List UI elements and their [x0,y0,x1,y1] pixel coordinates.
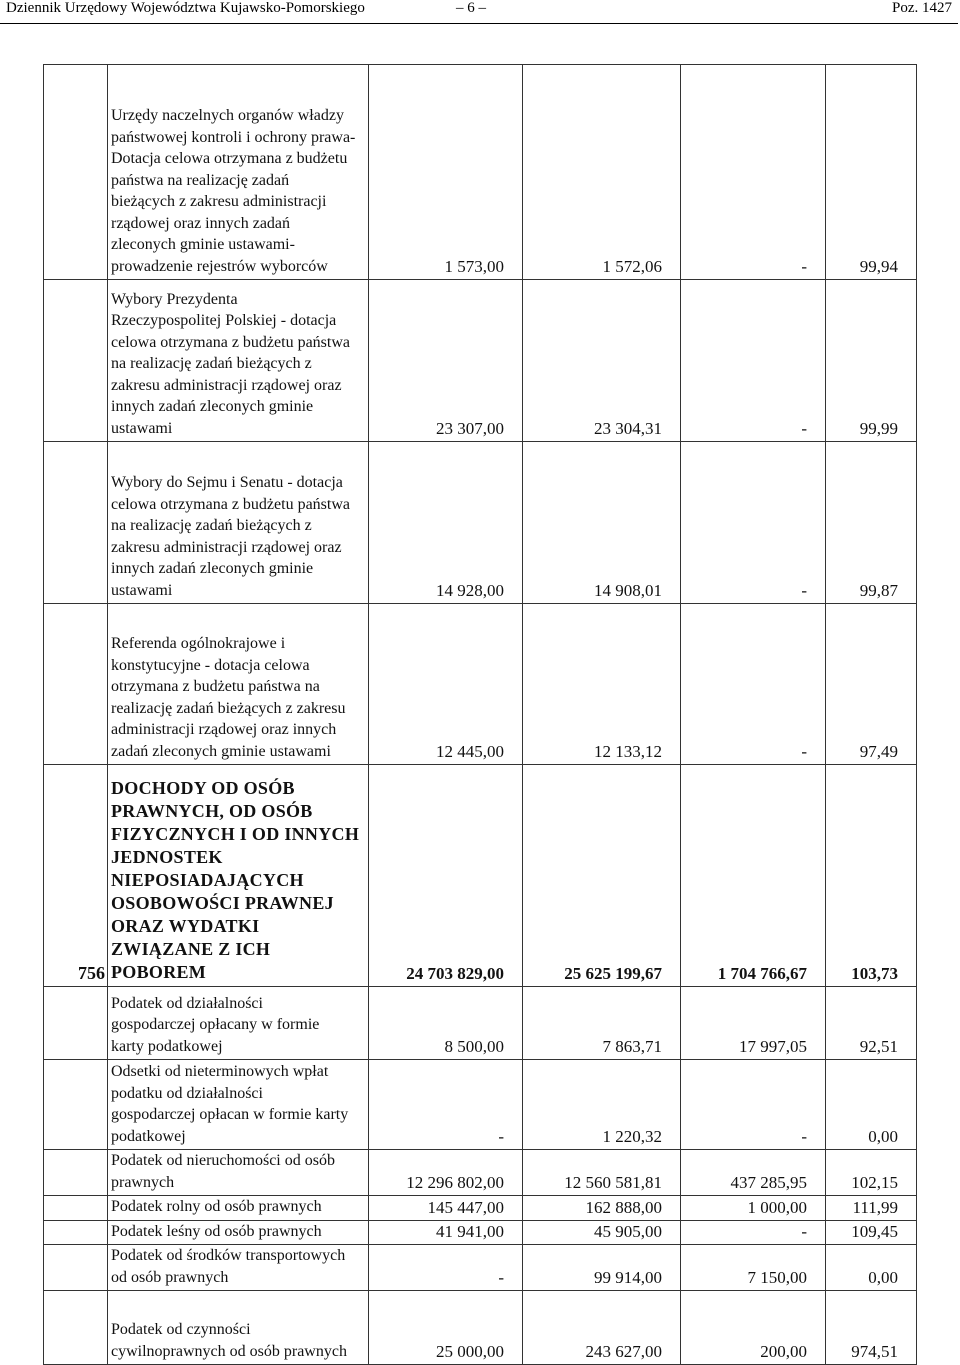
plan-cell: 145 447,00 [369,1196,523,1221]
table-row [44,280,917,442]
section-code-cell [44,1245,108,1291]
table-row [44,1150,917,1196]
plan-cell: - [369,1060,523,1150]
arrears-cell: 200,00 [681,1291,826,1365]
table-row [44,604,917,765]
plan-cell: 25 000,00 [369,1291,523,1365]
section-code-cell [44,1291,108,1365]
description-line: na realizację zadań bieżących z [111,355,312,372]
description-line: celowa otrzymana z budżetu państwa [111,333,351,351]
description-line: Odsetki od nieterminowych wpłat [111,1063,329,1080]
description-line: cywilnoprawnych od osób prawnych [111,1342,347,1360]
description-line: NIEPOSIADAJĄCYCH [111,870,304,890]
section-code-cell [44,1060,108,1150]
plan-cell: 23 307,00 [369,280,523,442]
description-line: prawnych [111,1173,175,1191]
description-cell [108,1196,369,1221]
arrears-cell: - [681,1220,826,1245]
description-line: karty podatkowej [111,1037,223,1055]
description-line: od osób prawnych [111,1268,229,1286]
description-line: Dotacja celowa otrzymana z budżetu [111,150,348,167]
execution-cell: 1 220,32 [523,1060,681,1150]
description-line: ORAZ WYDATKI [111,916,260,936]
description-line: Rzeczypospolitej Polskiej - dotacja [111,312,337,329]
description-line: gospodarczej opłacany w formie [111,1016,320,1033]
description-line: DOCHODY OD OSÓB [111,778,295,798]
arrears-cell: 1 000,00 [681,1196,826,1221]
execution-cell: 243 627,00 [523,1291,681,1365]
section-code-cell [44,65,108,280]
description-line: gospodarczej opłacan w formie karty [111,1106,349,1123]
plan-cell: 1 573,00 [369,65,523,280]
description-cell [108,1060,369,1150]
description-line: Podatek od działalności [111,994,263,1012]
description-line: zadań zleconych gminie ustawami [111,742,331,760]
section-code-cell [44,1150,108,1196]
description-line: rządowej oraz innych zadań [111,214,291,232]
description-line: Wybory Prezydenta [111,290,238,308]
description-line: państwa na realizację zadań [111,171,290,189]
section-code-cell [44,604,108,765]
percent-cell: 99,99 [826,280,917,442]
table-row [44,765,917,987]
description-line: podatkowej [111,1127,186,1145]
table-row [44,65,917,280]
percent-cell: 99,87 [826,442,917,604]
table-row [44,987,917,1060]
execution-cell: 162 888,00 [523,1196,681,1221]
description-line: POBOREM [111,962,207,982]
execution-cell: 23 304,31 [523,280,681,442]
percent-cell: 974,51 [826,1291,917,1365]
description-line: ustawami [111,419,173,437]
arrears-cell: - [681,65,826,280]
section-code-cell [44,442,108,604]
arrears-cell: - [681,442,826,604]
description-line: realizację zadań bieżących z zakresu [111,699,346,717]
arrears-cell: - [681,280,826,442]
arrears-cell: - [681,1060,826,1150]
page-number: – 6 – [456,0,486,16]
percent-cell: 97,49 [826,604,917,765]
description-cell [108,604,369,765]
description-line: podatku od działalności [111,1084,263,1102]
table-body [44,65,917,1365]
execution-cell: 25 625 199,67 [523,765,681,987]
description-line: Podatek leśny od osób prawnych [111,1222,322,1240]
description-line: celowa otrzymana z budżetu państwa [111,495,351,513]
description-line: Referenda ogólnokrajowe i [111,635,286,652]
position-number: Poz. 1427 [892,0,952,16]
execution-cell: 45 905,00 [523,1220,681,1245]
plan-cell: - [369,1245,523,1291]
description-cell [108,65,369,280]
description-cell [108,280,369,442]
section-code-cell [44,1220,108,1245]
percent-cell: 92,51 [826,987,917,1060]
percent-cell: 102,15 [826,1150,917,1196]
execution-cell: 99 914,00 [523,1245,681,1291]
description-cell [108,442,369,604]
section-code-cell [44,280,108,442]
percent-cell: 111,99 [826,1196,917,1221]
execution-cell: 12 560 581,81 [523,1150,681,1196]
execution-cell: 14 908,01 [523,442,681,604]
percent-cell: 0,00 [826,1245,917,1291]
description-line: Podatek od nieruchomości od osób [111,1152,335,1169]
description-line: Podatek rolny od osób prawnych [111,1198,322,1215]
description-line: prowadzenie rejestrów wyborców [111,257,328,275]
description-line: zakresu administracji rządowej oraz [111,538,342,556]
plan-cell: 14 928,00 [369,442,523,604]
percent-cell: 99,94 [826,65,917,280]
description-line: ustawami [111,581,173,599]
description-line: PRAWNYCH, OD OSÓB [111,801,313,821]
budget-table-container [43,64,916,1365]
arrears-cell: 1 704 766,67 [681,765,826,987]
description-line: administracji rządowej oraz innych [111,721,337,738]
description-cell [108,1220,369,1245]
page-header [0,0,958,24]
table-row [44,1245,917,1291]
table-row [44,1291,917,1365]
description-cell [108,1291,369,1365]
description-line: innych zadań zleconych gminie [111,398,314,415]
description-line: Podatek od środków transportowych [111,1247,346,1264]
budget-table [43,64,917,1365]
section-code-cell [44,987,108,1060]
arrears-cell: - [681,604,826,765]
description-line: zakresu administracji rządowej oraz [111,376,342,394]
description-line: ZWIĄZANE Z ICH [111,939,271,959]
execution-cell: 1 572,06 [523,65,681,280]
description-line: JEDNOSTEK [111,847,223,867]
description-line: Wybory do Sejmu i Senatu - dotacja [111,474,343,491]
execution-cell: 7 863,71 [523,987,681,1060]
section-code-cell: 756 [44,765,108,987]
description-cell [108,765,369,987]
plan-cell: 8 500,00 [369,987,523,1060]
percent-cell: 103,73 [826,765,917,987]
execution-cell: 12 133,12 [523,604,681,765]
description-line: bieżących z zakresu administracji [111,193,327,210]
description-line: konstytucyjne - dotacja celowa [111,656,310,674]
plan-cell: 24 703 829,00 [369,765,523,987]
section-code-cell [44,1196,108,1221]
percent-cell: 0,00 [826,1060,917,1150]
description-line: Urzędy naczelnych organów władzy [111,107,344,124]
description-line: państwowej kontroli i ochrony prawa- [111,128,356,146]
description-cell [108,1150,369,1196]
table-row [44,1196,917,1221]
table-row [44,1060,917,1150]
description-cell [108,1245,369,1291]
table-row [44,1220,917,1245]
description-cell [108,987,369,1060]
description-line: otrzymana z budżetu państwa na [111,678,320,695]
plan-cell: 12 445,00 [369,604,523,765]
table-row [44,442,917,604]
arrears-cell: 7 150,00 [681,1245,826,1291]
description-line: na realizację zadań bieżących z [111,517,312,534]
description-line: Podatek od czynności [111,1321,251,1338]
description-line: innych zadań zleconych gminie [111,560,314,577]
arrears-cell: 17 997,05 [681,987,826,1060]
description-line: zleconych gminie ustawami- [111,236,295,253]
description-line: OSOBOWOŚCI PRAWNEJ [111,893,334,913]
plan-cell: 12 296 802,00 [369,1150,523,1196]
percent-cell: 109,45 [826,1220,917,1245]
journal-title: Dziennik Urzędowy Województwa Kujawsko-Pomorskiego [6,0,365,16]
plan-cell: 41 941,00 [369,1220,523,1245]
description-line: FIZYCZNYCH I OD INNYCH [111,824,360,844]
arrears-cell: 437 285,95 [681,1150,826,1196]
